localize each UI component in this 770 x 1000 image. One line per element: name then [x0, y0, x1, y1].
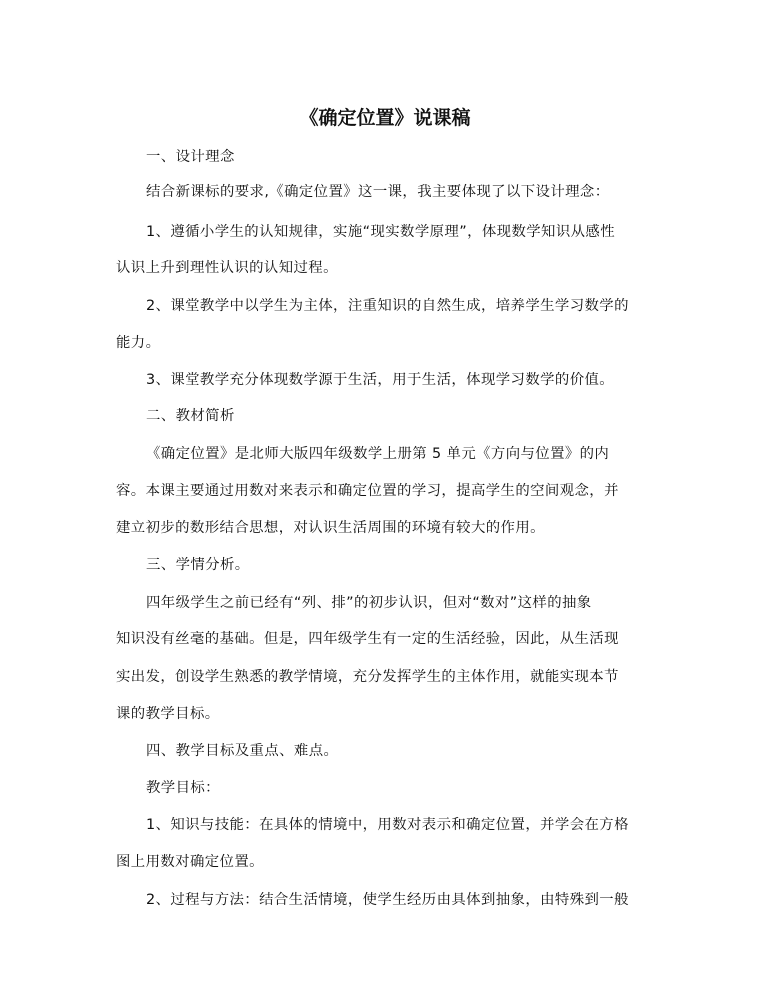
- section-heading-textbook-analysis: 二、教材简析: [146, 408, 235, 424]
- paragraph-line: 《确定位置》是北师大版四年级数学上册第 5 单元《方向与位置》的内: [146, 446, 610, 462]
- section-heading-design-concept: 一、设计理念: [146, 149, 235, 165]
- paragraph-line: 能力。: [116, 335, 161, 351]
- paragraph-line: 课的教学目标。: [116, 706, 220, 722]
- section-heading-objectives: 四、教学目标及重点、难点。: [146, 743, 339, 759]
- paragraph-line: 四年级学生之前已经有“列、排”的初步认识，但对“数对”这样的抽象: [146, 595, 592, 611]
- paragraph-line: 结合新课标的要求,《确定位置》这一课，我主要体现了以下设计理念：: [146, 184, 610, 200]
- paragraph-line: 3、课堂教学充分体现数学源于生活，用于生活，体现学习数学的价值。: [146, 372, 615, 388]
- paragraph-line: 2、过程与方法：结合生活情境，使学生经历由具体到抽象，由特殊到一般: [146, 892, 629, 908]
- document-title: 《确定位置》说课稿: [299, 107, 471, 129]
- section-heading-learner-analysis: 三、学情分析。: [146, 557, 250, 573]
- paragraph-line: 建立初步的数形结合思想，对认识生活周围的环境有较大的作用。: [116, 520, 545, 536]
- paragraph-line: 图上用数对确定位置。: [116, 854, 264, 870]
- paragraph-line: 1、遵循小学生的认知规律，实施“现实数学原理”，体现数学知识从感性: [146, 224, 615, 240]
- paragraph-line: 教学目标：: [146, 780, 220, 796]
- paragraph-line: 知识没有丝毫的基础。但是，四年级学生有一定的生活经验，因此，从生活现: [116, 631, 619, 647]
- paragraph-line: 2、课堂教学中以学生为主体，注重知识的自然生成，培养学生学习数学的: [146, 298, 629, 314]
- paragraph-line: 容。本课主要通过用数对来表示和确定位置的学习，提高学生的空间观念，并: [116, 483, 619, 499]
- paragraph-line: 1、知识与技能：在具体的情境中，用数对表示和确定位置，并学会在方格: [146, 817, 629, 833]
- paragraph-line: 实出发，创设学生熟悉的教学情境，充分发挥学生的主体作用，就能实现本节: [116, 669, 619, 685]
- paragraph-line: 认识上升到理性认识的认知过程。: [116, 260, 338, 276]
